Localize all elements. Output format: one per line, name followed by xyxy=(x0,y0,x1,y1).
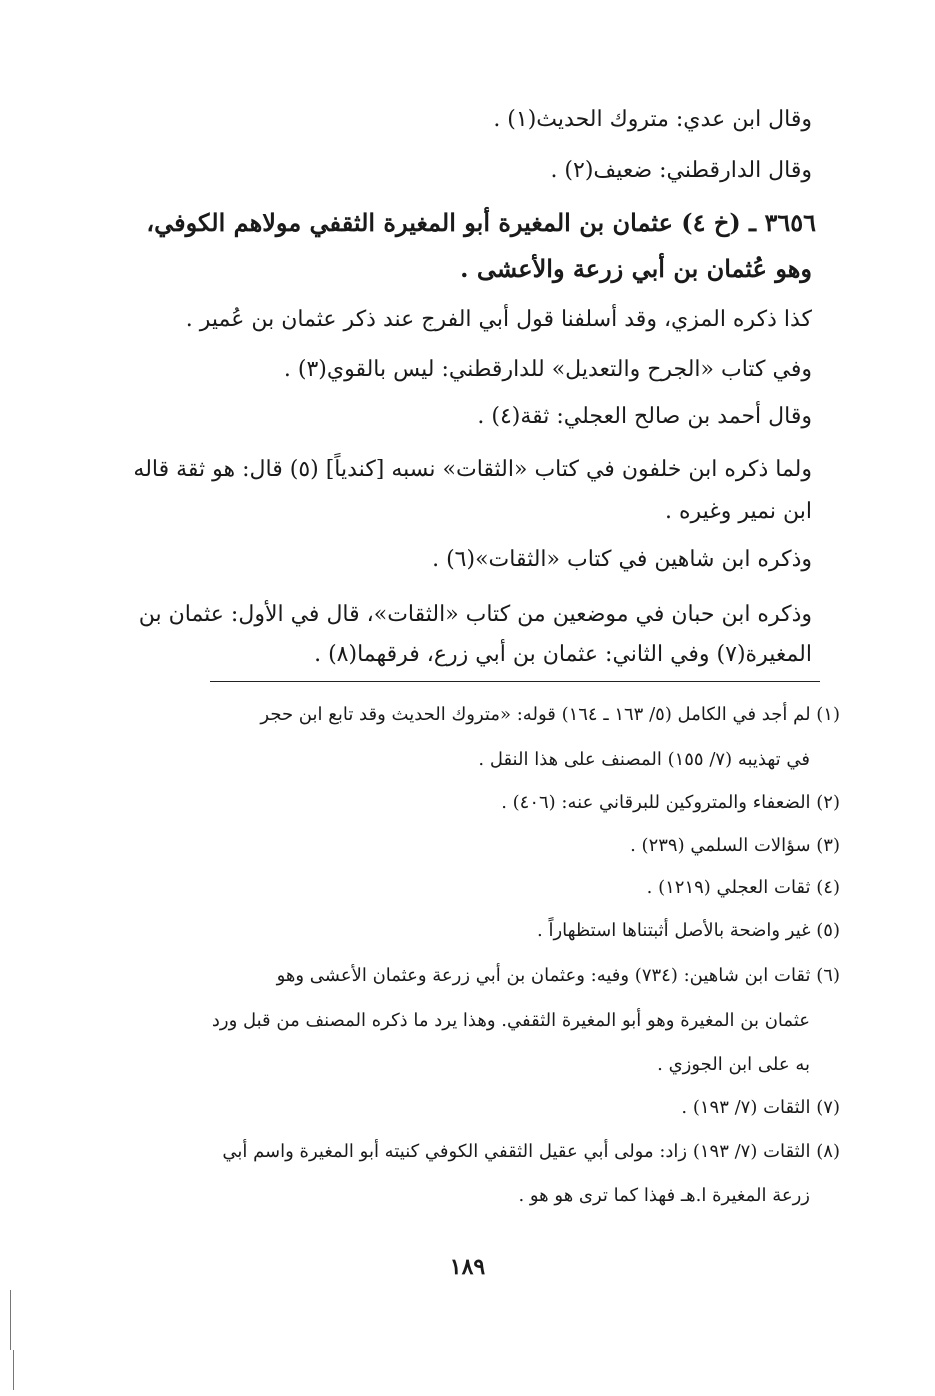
scan-edge-mark xyxy=(10,1290,11,1350)
footnote-8-line-1: (٨) الثقات (٧/ ١٩٣) زاد: مولى أبي عقيل الثقفي الكوفي كنيته أبو المغيرة واسم أبي xyxy=(222,1141,840,1162)
paragraph-ibn-khalfun-line-2: ابن نمير وغيره . xyxy=(664,499,812,524)
paragraph-ibn-adi: وقال ابن عدي: متروك الحديث(١) . xyxy=(493,107,812,132)
footnote-6-line-2: عثمان بن المغيرة وهو أبو المغيرة الثقفي. وهذا يرد ما ذكره المصنف من قبل ورد xyxy=(211,1010,810,1031)
paragraph-ibn-shahin: وذكره ابن شاهين في كتاب «الثقات»(٦) . xyxy=(432,547,812,572)
footnote-5: (٥) غير واضحة بالأصل أثبتناها استظهاراً . xyxy=(537,920,840,941)
footnote-4: (٤) ثقات العجلي (١٢١٩) . xyxy=(646,877,840,898)
paragraph-ibn-hibban-line-2: المغيرة(٧) وفي الثاني: عثمان بن أبي زرع، فرقهما(٨) . xyxy=(314,642,812,667)
footnote-6-line-3: به على ابن الجوزي . xyxy=(657,1054,810,1075)
footnote-3: (٣) سؤالات السلمي (٢٣٩) . xyxy=(630,835,840,856)
paragraph-ibn-khalfun-line-1: ولما ذكره ابن خلفون في كتاب «الثقات» نسبه [كندياً] (٥) قال: هو ثقة قاله xyxy=(133,457,812,482)
entry-heading-line-1: ٣٦٥٦ ـ (خ ٤) عثمان بن المغيرة أبو المغيرة الثقفي مولاهم الكوفي، xyxy=(146,208,816,237)
footnote-1-line-1: (١) لم أجد في الكامل (٥/ ١٦٣ ـ ١٦٤) قوله: «متروك الحديث وقد تابع ابن حجر xyxy=(260,704,840,725)
paragraph-ijli: وقال أحمد بن صالح العجلي: ثقة(٤) . xyxy=(477,404,812,429)
footnote-separator xyxy=(210,681,820,682)
page-number: ١٨٩ xyxy=(449,1254,486,1280)
scan-edge-mark xyxy=(13,1350,14,1390)
footnote-7: (٧) الثقات (٧/ ١٩٣) . xyxy=(681,1097,840,1118)
paragraph-ibn-hibban-line-1: وذكره ابن حبان في موضعين من كتاب «الثقات»، قال في الأول: عثمان بن xyxy=(138,602,812,627)
paragraph-jarh-tadil: وفي كتاب «الجرح والتعديل» للدارقطني: ليس بالقوي(٣) . xyxy=(283,357,812,382)
footnote-6-line-1: (٦) ثقات ابن شاهين: (٧٣٤) وفيه: وعثمان بن أبي زرعة وعثمان الأعشى وهو xyxy=(276,965,840,986)
footnote-8-line-2: زرعة المغيرة ا.هـ فهذا كما ترى هو هو . xyxy=(518,1185,810,1206)
entry-heading-line-2: وهو عُثمان بن أبي زرعة والأعشى . xyxy=(460,254,812,283)
paragraph-mizzi: كذا ذكره المزي، وقد أسلفنا قول أبي الفرج عند ذكر عثمان بن عُمير . xyxy=(185,307,812,332)
footnote-1-line-2: في تهذيبه (٧/ ١٥٥) المصنف على هذا النقل . xyxy=(478,749,810,770)
footnote-2: (٢) الضعفاء والمتروكين للبرقاني عنه: (٤٠٦) . xyxy=(501,792,840,813)
paragraph-daraqutni: وقال الدارقطني: ضعيف(٢) . xyxy=(550,158,812,183)
